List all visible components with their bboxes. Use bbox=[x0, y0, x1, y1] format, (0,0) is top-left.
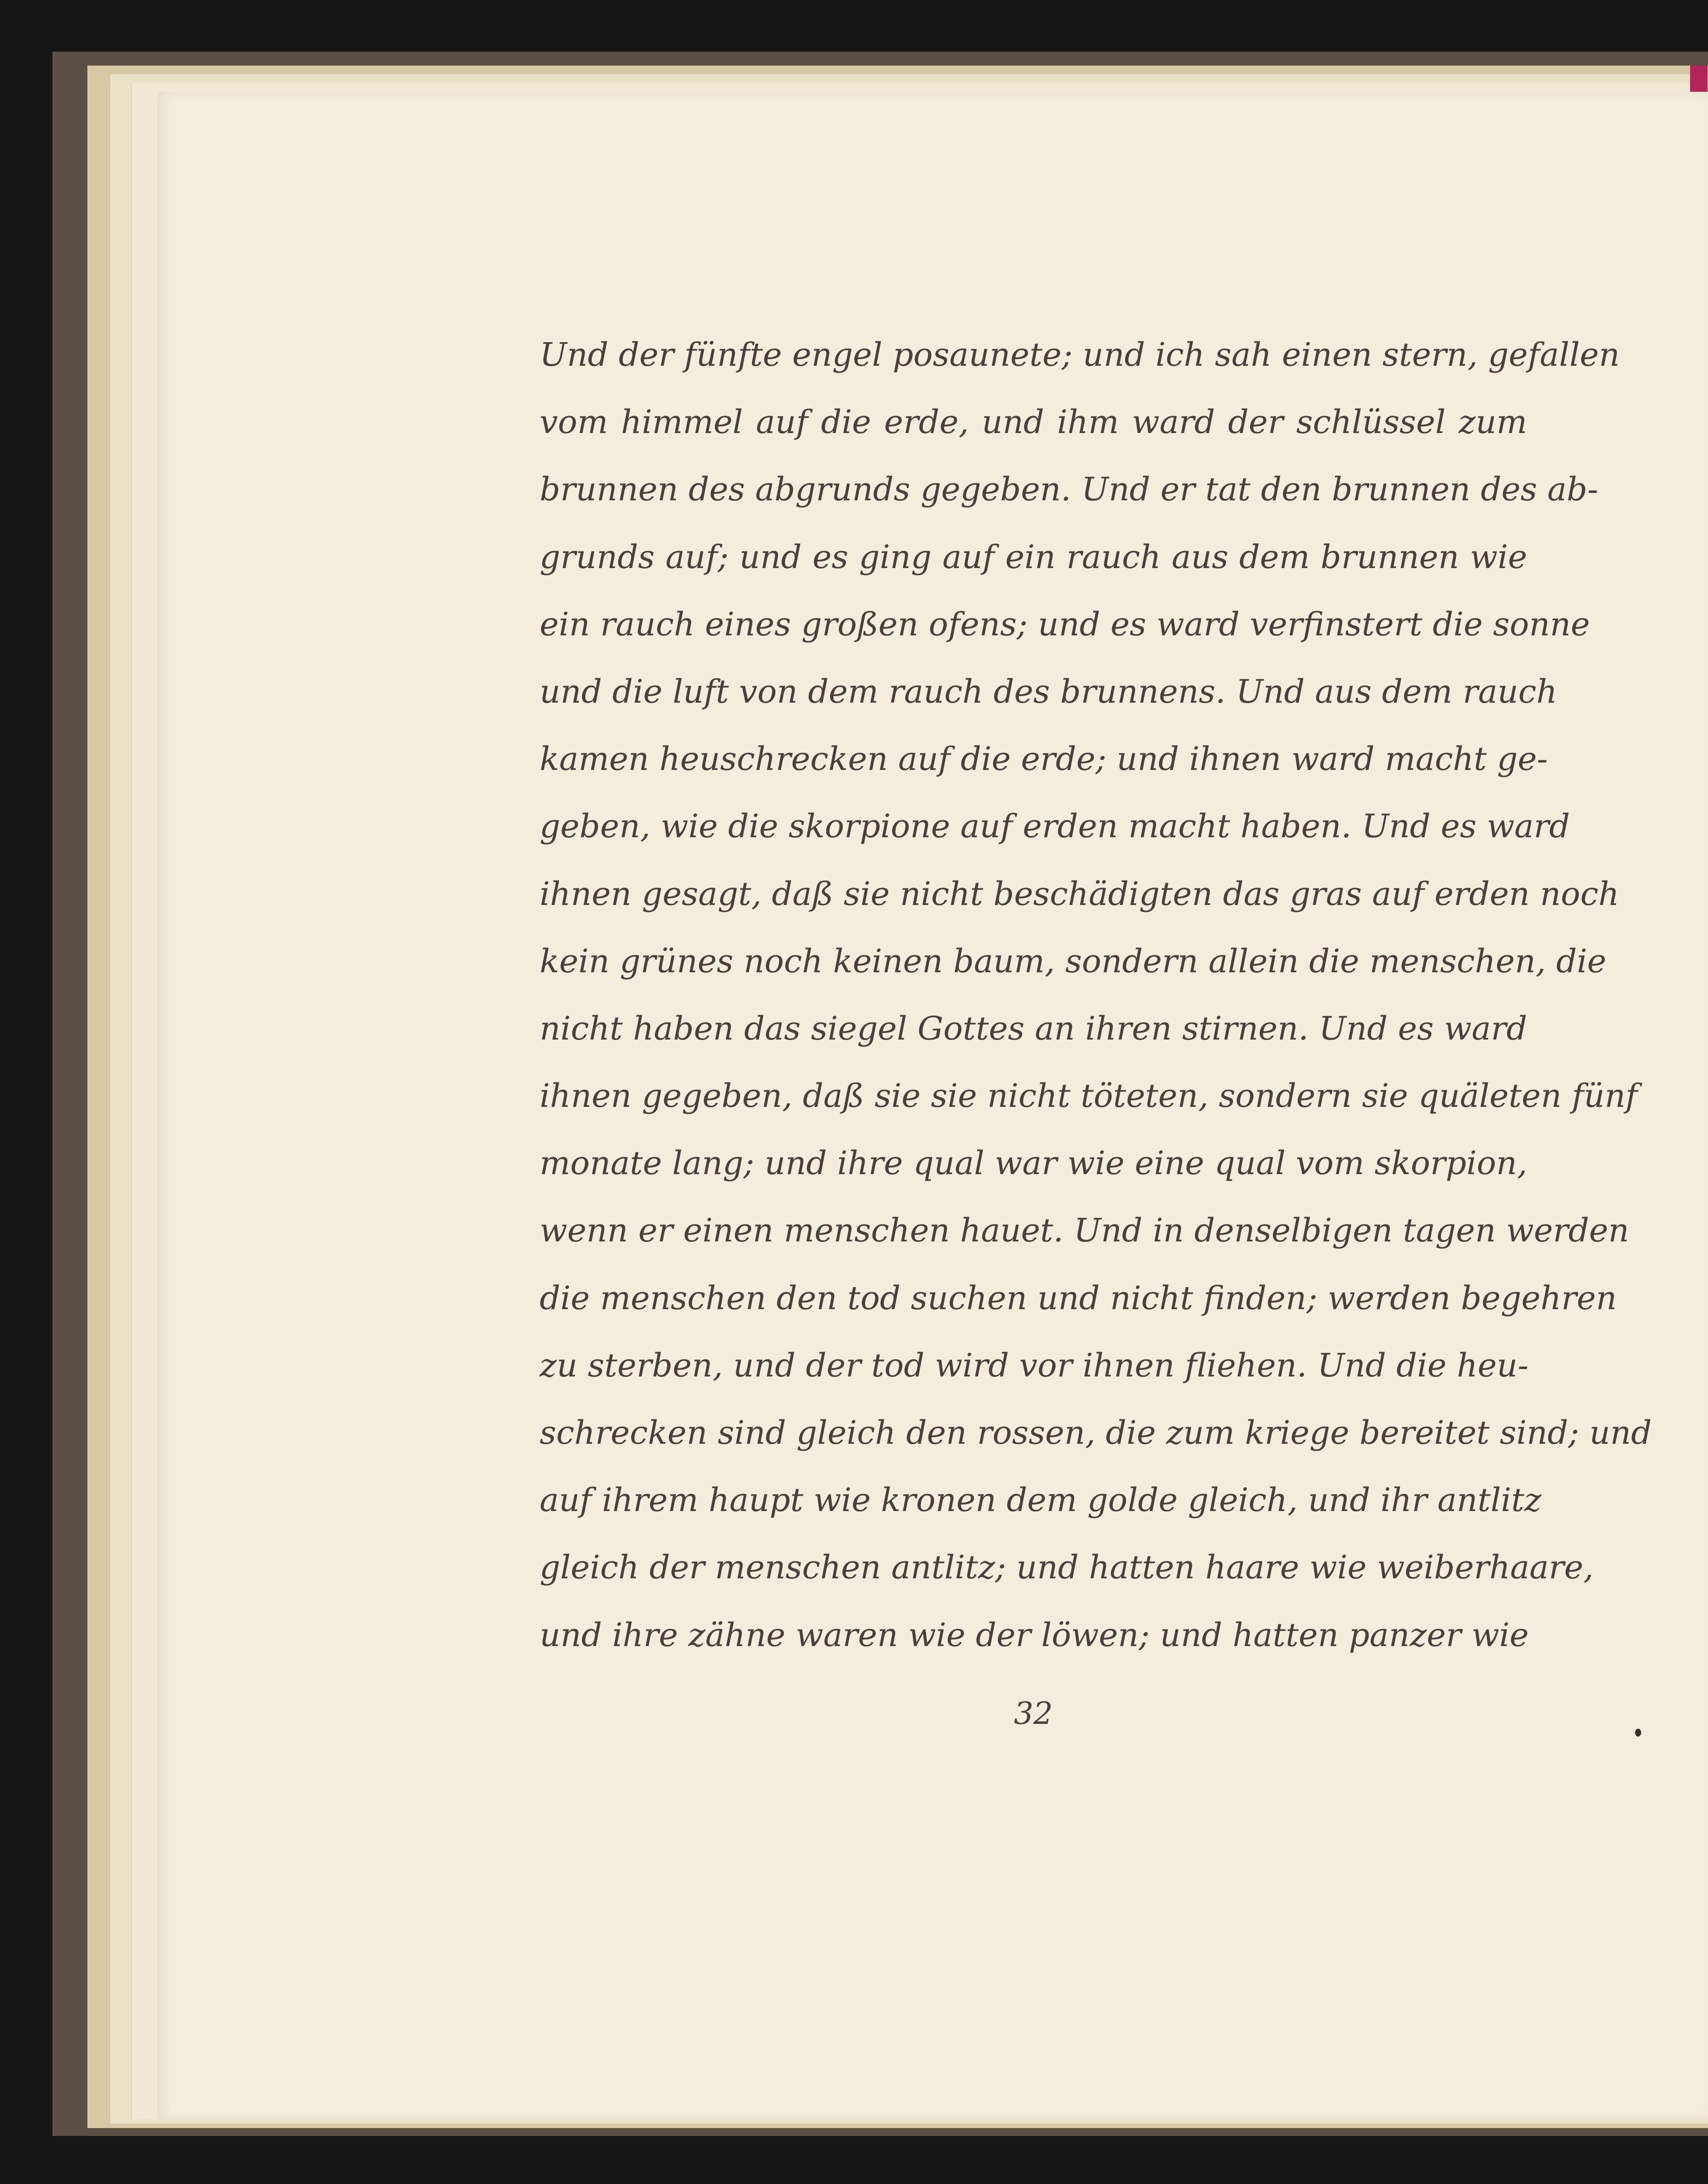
ink-speck bbox=[1635, 1729, 1641, 1737]
page-number: 32 bbox=[1014, 1695, 1053, 1731]
text-line: die menschen den tod suchen und nicht finden; werden begehren bbox=[540, 1279, 1617, 1317]
text-line: wenn er einen menschen hauet. Und in denselbigen tagen werden bbox=[540, 1212, 1629, 1250]
bookmark-ribbon bbox=[1690, 66, 1708, 92]
text-line: und ihre zähne waren wie der löwen; und hatten panzer wie bbox=[540, 1616, 1529, 1654]
text-line: gleich der menschen antlitz; und hatten haare wie weiberhaare, bbox=[540, 1549, 1594, 1587]
text-line: zu sterben, und der tod wird vor ihnen fliehen. Und die heu- bbox=[540, 1346, 1529, 1384]
text-line: ihnen gesagt, daß sie nicht beschädigten das gras auf erden noch bbox=[540, 875, 1619, 913]
text-line: ihnen gegeben, daß sie sie nicht töteten, sondern sie quäleten fünf bbox=[540, 1077, 1638, 1115]
text-line: monate lang; und ihre qual war wie eine qual vom skorpion, bbox=[540, 1144, 1528, 1182]
page-text-block bbox=[540, 321, 1652, 1669]
text-line: kein grünes noch keinen baum, sondern allein die menschen, die bbox=[540, 942, 1607, 980]
text-line: ein rauch eines großen ofens; und es ward verfinstert die sonne bbox=[540, 605, 1590, 643]
text-line: geben, wie die skorpione auf erden macht haben. Und es ward bbox=[540, 808, 1570, 846]
text-line: brunnen des abgrunds gegeben. Und er tat den brunnen des ab- bbox=[540, 471, 1598, 509]
text-line: auf ihrem haupt wie kronen dem golde gleich, und ihr antlitz bbox=[540, 1481, 1542, 1519]
text-line: vom himmel auf die erde, und ihm ward der schlüssel zum bbox=[540, 403, 1527, 441]
text-line: kamen heuschrecken auf die erde; und ihnen ward macht ge- bbox=[540, 740, 1548, 778]
text-line: nicht haben das siegel Gottes an ihren stirnen. Und es ward bbox=[540, 1009, 1527, 1047]
text-line: grunds auf; und es ging auf ein rauch aus dem brunnen wie bbox=[540, 538, 1527, 576]
text-line: und die luft von dem rauch des brunnens. Und aus dem rauch bbox=[540, 673, 1557, 711]
text-line: schrecken sind gleich den rossen, die zum kriege bereitet sind; und bbox=[540, 1414, 1652, 1452]
text-line: Und der fünfte engel posaunete; und ich sah einen stern, gefallen bbox=[540, 336, 1620, 374]
